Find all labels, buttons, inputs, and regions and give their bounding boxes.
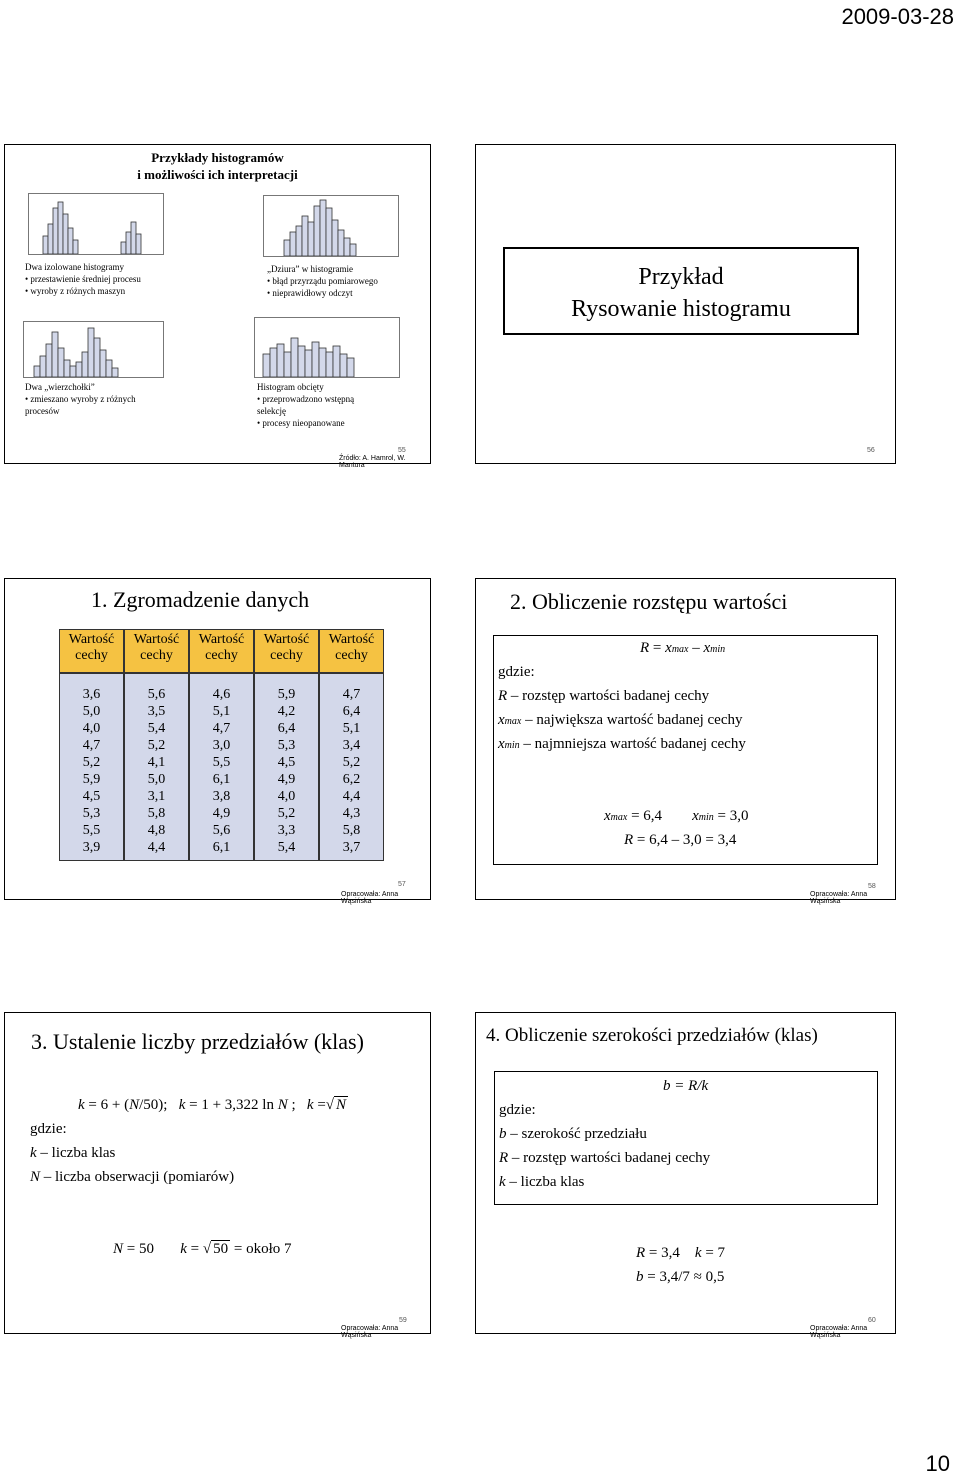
data-column — [254, 673, 319, 861]
gdzie-label: gdzie: — [30, 1121, 67, 1137]
slide-number: 60 — [868, 1317, 876, 1324]
table-cell: 5,8 — [147, 806, 166, 821]
page-number: 10 — [925, 1451, 950, 1476]
calc-line-1: R = 3,4 k = 7 — [636, 1245, 726, 1261]
table-cell: 3,3 — [277, 823, 296, 838]
table-cell: 5,6 — [147, 687, 166, 702]
table-cell: 4,0 — [82, 721, 101, 736]
table-cell: 4,1 — [147, 755, 166, 770]
table-cell: 4,5 — [277, 755, 296, 770]
gdzie-label: gdzie: — [498, 664, 535, 680]
histogram-two-peaks — [23, 321, 164, 378]
slide-58-content — [493, 635, 878, 865]
range-formula: R = xmax – xmin — [640, 640, 726, 656]
table-cell: 6,1 — [212, 840, 231, 855]
table-cell: 4,4 — [342, 789, 361, 804]
slide-60-content — [494, 1071, 878, 1205]
table-cell: 5,2 — [277, 806, 296, 821]
slide-author: Opracowała: Anna Wąsińska — [341, 891, 399, 905]
table-cell: 6,1 — [212, 772, 231, 787]
gdzie-label: gdzie: — [499, 1102, 536, 1118]
table-cell: 5,4 — [277, 840, 296, 855]
table-cell: 4,8 — [147, 823, 166, 838]
histogram-truncated-bars — [255, 318, 399, 377]
table-cell: 4,3 — [342, 806, 361, 821]
table-cell: 4,6 — [212, 687, 231, 702]
table-cell: 4,7 — [212, 721, 231, 736]
table-cell: 5,1 — [342, 721, 361, 736]
table-cell: 5,5 — [212, 755, 231, 770]
page-date: 2009-03-28 — [841, 4, 954, 29]
table-cell: 5,8 — [342, 823, 361, 838]
table-cell: 6,2 — [342, 772, 361, 787]
klasy-formula: k = 6 + (N/50); k = 1 + 3,322 ln N ; k =√ N — [78, 1097, 347, 1113]
table-cell: 4,4 — [147, 840, 166, 855]
approx-icon: ≈ — [693, 1269, 702, 1285]
slide-59-title: 3. Ustalenie liczby przedziałów (klas) — [31, 1029, 364, 1054]
table-cell: 3,5 — [147, 704, 166, 719]
calc-extremes: xmax = 6,4 xmin = 3,0 — [604, 808, 749, 824]
data-column — [189, 673, 254, 861]
table-cell: 4,2 — [277, 704, 296, 719]
table-cell: 4,5 — [82, 789, 101, 804]
table-cell: 3,7 — [342, 840, 361, 855]
table-cell: 5,0 — [147, 772, 166, 787]
table-cell: 3,4 — [342, 738, 361, 753]
column-header: Wartość cechy — [319, 629, 384, 673]
def-R: R – rozstęp wartości badanej cechy — [499, 1150, 711, 1166]
table-cell: 3,6 — [82, 687, 101, 702]
def-R: R – rozstęp wartości badanej cechy — [498, 688, 710, 704]
column-header: Wartość cechy — [189, 629, 254, 673]
histogram-truncated — [254, 317, 400, 378]
width-formula: b = R/k — [663, 1078, 709, 1094]
table-cell: 5,6 — [212, 823, 231, 838]
slide-number: 56 — [867, 447, 875, 454]
calc-klasy: N = 50 k = √ 50 = około 7 — [113, 1241, 292, 1257]
slide-56-title-box — [503, 247, 859, 335]
slide-author: Opracowała: Anna Wąsińska — [341, 1325, 399, 1339]
slide-number: 57 — [398, 881, 406, 888]
slide-60 — [475, 1012, 896, 1339]
table-cell: 5,9 — [82, 772, 101, 787]
table-cell: 3,1 — [147, 789, 166, 804]
title-line-2: Rysowanie histogramu — [571, 296, 791, 322]
data-column — [59, 673, 124, 861]
def-xmax: xmax – największa wartość badanej cechy — [498, 712, 743, 728]
slide-author: Opracowała: Anna Wąsińska — [810, 1325, 868, 1339]
sqrt-symbol: √ 50 — [202, 1241, 229, 1257]
def-N: N – liczba obserwacji (pomiarów) — [30, 1169, 235, 1185]
histogram-hole — [263, 195, 399, 257]
caption-hole: „Dziura” w histogramie • błąd przyrządu pomiarowego • nieprawidłowy odczyt — [267, 264, 378, 298]
table-cell: 5,2 — [147, 738, 166, 753]
slide-56 — [475, 144, 896, 464]
slide-source: Źródło: A. Hamrol, W. Mantura — [339, 455, 406, 469]
histogram-isolated-bars — [29, 194, 163, 254]
slide-55 — [4, 144, 431, 469]
table-cell: 3,8 — [212, 789, 231, 804]
table-cell: 5,3 — [82, 806, 101, 821]
def-b: b – szerokość przedziału — [499, 1126, 647, 1142]
table-cell: 6,4 — [342, 704, 361, 719]
slide-number: 59 — [399, 1317, 407, 1324]
slide-number: 58 — [868, 883, 876, 890]
slide-57-title: 1. Zgromadzenie danych — [91, 587, 310, 612]
slide-55-title — [5, 149, 430, 183]
table-cell: 4,9 — [277, 772, 296, 787]
def-k: k – liczba klas — [499, 1174, 585, 1190]
histogram-two-peaks-bars — [24, 322, 163, 377]
slide-number: 55 — [398, 447, 406, 454]
table-cell: 5,5 — [82, 823, 101, 838]
table-cell: 4,9 — [212, 806, 231, 821]
histogram-isolated — [28, 193, 164, 255]
slide-58-title: 2. Obliczenie rozstępu wartości — [510, 589, 788, 614]
slide-58 — [475, 578, 896, 905]
table-cell: 5,0 — [82, 704, 101, 719]
table-cell: 5,3 — [277, 738, 296, 753]
calc-line-2: b = 3,4/7 ≈ 0,5 — [636, 1269, 725, 1285]
caption-isolated: Dwa izolowane histogramy • przestawienie średniej procesu • wyroby z różnych maszyn — [25, 262, 141, 296]
title-line-2: i możliwości ich interpretacji — [137, 167, 298, 182]
data-column — [319, 673, 384, 861]
table-cell: 3,0 — [212, 738, 231, 753]
slide-author: Opracowała: Anna Wąsińska — [810, 891, 868, 905]
table-cell: 5,4 — [147, 721, 166, 736]
def-xmin: xmin – najmniejsza wartość badanej cechy — [498, 736, 746, 752]
column-header: Wartość cechy — [124, 629, 189, 673]
title-line-1: Przykłady histogramów — [151, 150, 284, 165]
column-header: Wartość cechy — [254, 629, 319, 673]
sqrt-symbol: √ N — [325, 1097, 347, 1113]
table-cell: 4,7 — [82, 738, 101, 753]
table-cell: 6,4 — [277, 721, 296, 736]
table-cell: 4,0 — [277, 789, 296, 804]
table-cell: 5,2 — [342, 755, 361, 770]
title-line-1: Przykład — [638, 264, 724, 290]
slide-59 — [4, 1012, 431, 1339]
table-cell: 4,7 — [342, 687, 361, 702]
slide-60-title: 4. Obliczenie szerokości przedziałów (klas) — [486, 1025, 818, 1046]
def-k: k – liczba klas — [30, 1145, 116, 1161]
table-cell: 3,9 — [82, 840, 101, 855]
caption-truncated: Histogram obcięty • przeprowadzono wstępną selekcję • procesy nieopanowane — [257, 382, 355, 428]
table-cell: 5,9 — [277, 687, 296, 702]
caption-two-peaks: Dwa „wierzchołki” • zmieszano wyroby z różnych procesów — [25, 382, 136, 416]
calc-range: R = 6,4 – 3,0 = 3,4 — [624, 832, 737, 848]
column-header: Wartość cechy — [59, 629, 124, 673]
table-cell: 5,2 — [82, 755, 101, 770]
slide-57 — [4, 578, 431, 905]
histogram-hole-bars — [264, 196, 398, 256]
data-column — [124, 673, 189, 861]
table-cell: 5,1 — [212, 704, 231, 719]
